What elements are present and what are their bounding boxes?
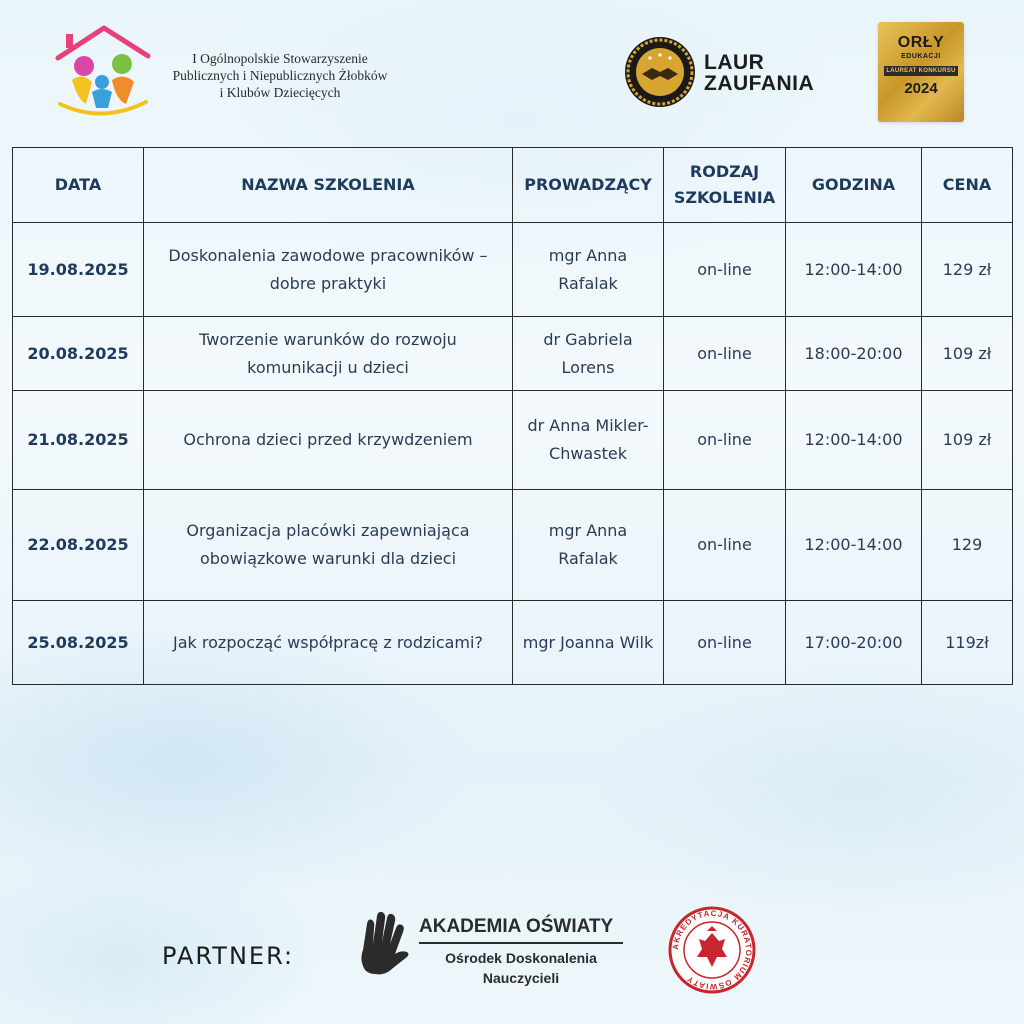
table-row (13, 601, 1013, 685)
organization-name (140, 50, 420, 101)
orly-band: LAUREAT KONKURSU (884, 66, 958, 76)
training-schedule-table (12, 147, 1013, 685)
orly-year: 2024 (904, 80, 938, 97)
hand-icon (355, 910, 413, 978)
cell-time: 12:00-14:00 (786, 391, 922, 490)
cell-time: 12:00-14:00 (786, 223, 922, 317)
cell-time: 12:00-14:00 (786, 490, 922, 601)
cell-trainer: dr Anna Mikler-Chwastek (513, 391, 664, 490)
orly-title: ORŁY (897, 34, 945, 51)
cell-name: Jak rozpocząć współpracę z rodzicami? (144, 601, 513, 685)
cell-price: 109 zł (922, 317, 1013, 391)
cell-date: 20.08.2025 (13, 317, 144, 391)
cell-trainer: mgr Anna Rafalak (513, 223, 664, 317)
header-price: CENA (922, 148, 1013, 223)
laur-line2: ZAUFANIA (704, 72, 815, 95)
cell-time: 18:00-20:00 (786, 317, 922, 391)
stamp-text: AKREDYTACJA KURATORIUM OŚWIATY (670, 908, 754, 992)
cell-time: 17:00-20:00 (786, 601, 922, 685)
cell-type: on-line (664, 391, 786, 490)
cell-type: on-line (664, 490, 786, 601)
cell-type: on-line (664, 317, 786, 391)
table-row (13, 317, 1013, 391)
akademia-title: AKADEMIA OŚWIATY (419, 916, 614, 937)
akademia-subtitle-line2: Nauczycieli (482, 970, 560, 986)
table-header-row (13, 148, 1013, 223)
kuratorium-stamp-icon (667, 905, 757, 995)
cell-trainer: mgr Joanna Wilk (513, 601, 664, 685)
cell-date: 22.08.2025 (13, 490, 144, 601)
organization-name-line3: i Klubów Dziecięcych (219, 85, 341, 100)
cell-type: on-line (664, 601, 786, 685)
cell-price: 109 zł (922, 391, 1013, 490)
cell-price: 129 (922, 490, 1013, 601)
header-date: DATA (13, 148, 144, 223)
header-type: RODZAJ SZKOLENIA (664, 148, 786, 223)
table-row (13, 391, 1013, 490)
header-time: GODZINA (786, 148, 922, 223)
table-row (13, 223, 1013, 317)
cell-trainer: dr Gabriela Lorens (513, 317, 664, 391)
laur-zaufania-badge (624, 36, 848, 108)
cell-type: on-line (664, 223, 786, 317)
laur-handshake-icon (624, 36, 696, 108)
cell-price: 129 zł (922, 223, 1013, 317)
cell-name: Organizacja placówki zapewniająca obowiązkowe warunki dla dzieci (144, 490, 513, 601)
header-name: NAZWA SZKOLENIA (144, 148, 513, 223)
organization-name-line2: Publicznych i Niepublicznych Żłobków (172, 68, 388, 83)
cell-price: 119zł (922, 601, 1013, 685)
cell-date: 19.08.2025 (13, 223, 144, 317)
partner-label: PARTNER: (162, 942, 295, 970)
akademia-subtitle-line1: Ośrodek Doskonalenia (445, 950, 597, 966)
cell-trainer: mgr Anna Rafalak (513, 490, 664, 601)
akademia-oswiaty-logo (355, 908, 635, 988)
cell-name: Ochrona dzieci przed krzywdzeniem (144, 391, 513, 490)
orly-edukacji-badge (878, 22, 964, 122)
table-row (13, 490, 1013, 601)
laur-line1: LAUR (704, 51, 765, 74)
akademia-divider (419, 942, 623, 944)
cell-name: Tworzenie warunków do rozwoju komunikacji u dzieci (144, 317, 513, 391)
cell-name: Doskonalenia zawodowe pracowników – dobre praktyki (144, 223, 513, 317)
organization-name-line1: I Ogólnopolskie Stowarzyszenie (192, 51, 368, 66)
cell-date: 25.08.2025 (13, 601, 144, 685)
cell-date: 21.08.2025 (13, 391, 144, 490)
header-trainer: PROWADZĄCY (513, 148, 664, 223)
organization-logo-icon (52, 20, 152, 118)
orly-subtitle: EDUKACJI (901, 53, 941, 60)
